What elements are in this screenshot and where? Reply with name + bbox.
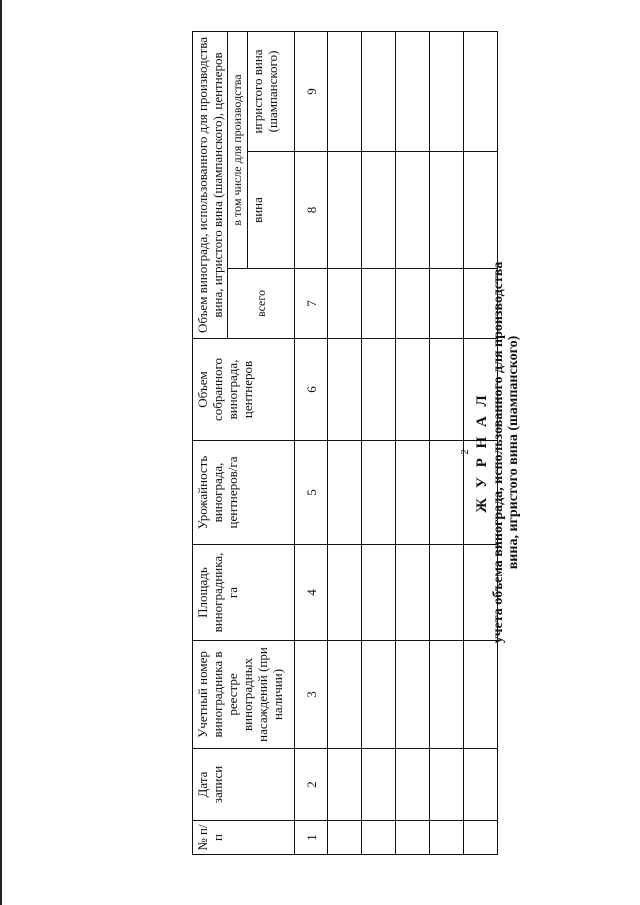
table-cell [328,269,362,339]
table-cell [362,269,396,339]
header-number: № п/п [193,821,295,855]
column-number: 9 [295,31,328,151]
table-cell [430,821,464,855]
table-row [328,31,362,854]
table-cell [328,152,362,269]
table-cell [396,641,430,749]
table-cell [464,441,498,545]
header-yield: Урожайность винограда, центнеров/га [193,441,295,545]
table-cell [362,545,396,641]
table-cell [464,641,498,749]
table-cell [328,441,362,545]
table-cell [362,31,396,151]
table-cell [396,269,430,339]
table-cell [396,152,430,269]
table-cell [396,821,430,855]
journal-table [192,31,498,855]
table-cell [362,339,396,441]
header-date: Дата записи [193,749,295,821]
table-cell [362,441,396,545]
column-number: 7 [295,269,328,339]
table-cell [430,441,464,545]
table-cell [396,339,430,441]
table-cell [464,31,498,151]
header-including: в том числе для производства [228,31,248,268]
title-line-1: учета объема винограда, использованного для производства [491,261,506,644]
table-row [362,31,396,854]
column-number: 6 [295,339,328,441]
table-cell [430,545,464,641]
table-cell [396,441,430,545]
header-total: всего [228,269,295,339]
column-number: 1 [295,821,328,855]
column-number-row [295,31,328,854]
column-number: 8 [295,152,328,269]
table-cell [430,152,464,269]
table-cell [430,749,464,821]
page-number: 2 [459,449,471,455]
table-cell [328,545,362,641]
table-cell [464,749,498,821]
title-heading: Ж У Р Н А Л [474,392,490,513]
header-wine: вина [248,152,295,269]
table-row [464,31,498,854]
table-cell [328,31,362,151]
table-cell [362,749,396,821]
table-cell [362,152,396,269]
table-cell [430,641,464,749]
column-number: 5 [295,441,328,545]
table-cell [464,152,498,269]
table-row [396,31,430,854]
title-line-2: вина, игристого вина (шампанского) [506,335,521,570]
table-row [430,31,464,854]
table-cell [328,641,362,749]
table-cell [430,269,464,339]
table-cell [396,749,430,821]
column-number: 3 [295,641,328,749]
table-cell [362,641,396,749]
header-row-1 [193,31,228,854]
table-cell [430,31,464,151]
header-sparkling-wine: игристого вина (шампанского) [248,31,295,151]
table-cell [464,821,498,855]
table-cell [464,269,498,339]
header-used-volume-group: Объем винограда, использованного для производства вина, игристого вина (шампанского), центнеров [193,31,228,338]
table-cell [362,821,396,855]
table-body [328,31,498,854]
column-number: 4 [295,545,328,641]
table-cell [396,31,430,151]
table-cell [328,749,362,821]
table-cell [328,339,362,441]
table-cell [328,821,362,855]
table-cell [430,339,464,441]
table-cell [396,545,430,641]
table-cell [464,339,498,441]
column-number: 2 [295,749,328,821]
header-area: Площадь виноградника, га [193,545,295,641]
table-cell [464,545,498,641]
header-harvest-volume: Объем собранного винограда, центнеров [193,339,295,441]
header-registry-number: Учетный номер виноградника в реестре виноградных насаждений (при наличии) [193,641,295,749]
